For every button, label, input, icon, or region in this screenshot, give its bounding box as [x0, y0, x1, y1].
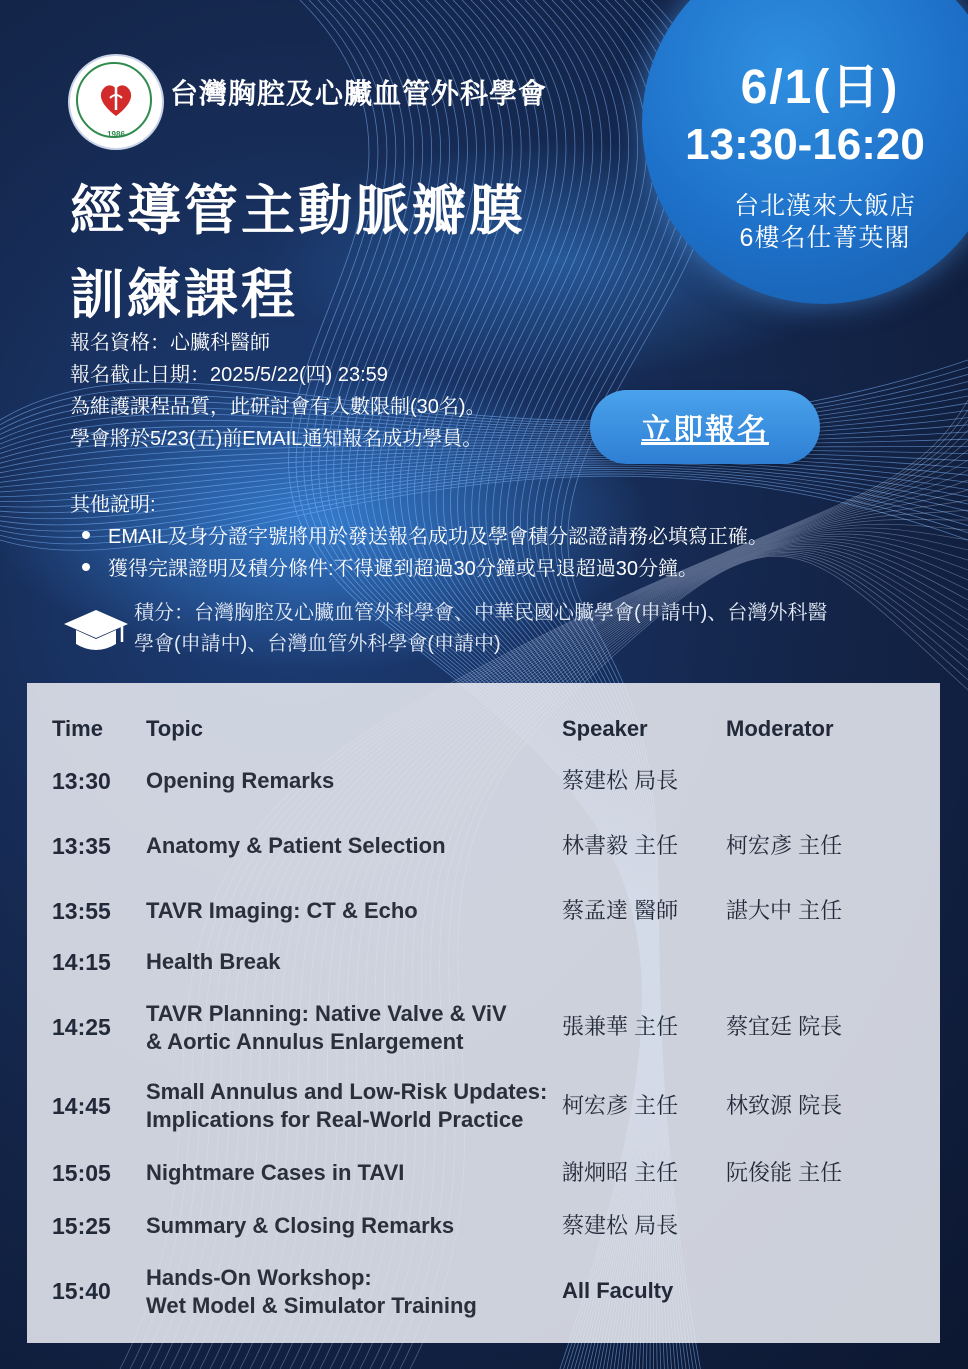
capacity-text: 為維護課程品質，此研討會有人數限制(30名)。	[70, 396, 486, 418]
row-speaker: 林書毅 主任	[562, 833, 679, 858]
row-speaker: All Faculty	[562, 1278, 674, 1303]
row-topic: Anatomy & Patient Selection	[146, 833, 446, 858]
deadline-text: 報名截止日期：2025/5/22(四) 23:59	[70, 364, 388, 386]
row-moderator: 蔡宜廷 院長	[726, 1014, 843, 1039]
notes-heading: 其他說明:	[70, 494, 156, 516]
notification-text: 學會將於5/23(五)前EMAIL通知報名成功學員。	[70, 428, 483, 450]
bullet-icon	[82, 563, 90, 571]
row-topic-line2: Wet Model & Simulator Training	[146, 1293, 477, 1318]
note-text: 獲得完課證明及積分條件:不得遲到超過30分鐘或早退超過30分鐘。	[108, 558, 699, 580]
row-time: 15:40	[52, 1278, 111, 1304]
register-button[interactable]	[590, 390, 820, 464]
credits-line2: 學會(申請中)、台灣血管外科學會(申請中)	[134, 633, 501, 655]
credits-line1: 積分：台灣胸腔及心臟血管外科學會、中華民國心臟學會(申請中)、台灣外科醫	[134, 602, 828, 624]
row-topic: Nightmare Cases in TAVI	[146, 1160, 405, 1185]
event-date: 6/1(日)	[740, 61, 900, 114]
row-topic: Opening Remarks	[146, 768, 335, 793]
note-text: EMAIL及身分證字號將用於發送報名成功及學會積分認證請務必填寫正確。	[108, 526, 769, 548]
row-moderator: 諶大中 主任	[726, 898, 843, 923]
graduation-cap-icon	[62, 606, 130, 656]
event-time: 13:30-16:20	[685, 120, 925, 169]
register-button-label: 立即報名	[641, 414, 769, 447]
row-time: 15:25	[52, 1213, 111, 1239]
row-time: 14:45	[52, 1093, 111, 1119]
row-speaker: 謝炯昭 主任	[562, 1160, 679, 1185]
row-moderator: 柯宏彥 主任	[726, 833, 843, 858]
eligibility-text: 報名資格：心臟科醫師	[70, 332, 270, 354]
row-moderator: 阮俊能 主任	[726, 1160, 843, 1185]
row-time: 15:05	[52, 1160, 111, 1186]
row-time: 14:15	[52, 949, 111, 975]
row-moderator: 林致源 院長	[726, 1093, 843, 1118]
row-topic-line2: & Aortic Annulus Enlargement	[146, 1029, 464, 1054]
heart-icon	[96, 80, 136, 120]
bullet-icon	[82, 531, 90, 539]
column-header-time: Time	[52, 716, 103, 741]
society-logo	[70, 56, 162, 148]
column-header-topic: Topic	[146, 716, 204, 741]
column-header-speaker: Speaker	[562, 716, 648, 741]
row-time: 13:55	[52, 898, 111, 924]
row-topic: Health Break	[146, 949, 281, 974]
row-topic-line2: Implications for Real-World Practice	[146, 1107, 524, 1132]
course-title-line2: 訓練課程	[70, 265, 298, 325]
row-speaker: 張兼華 主任	[562, 1014, 679, 1039]
row-topic: Hands-On Workshop:	[146, 1265, 372, 1290]
row-time: 13:30	[52, 768, 111, 794]
row-time: 13:35	[52, 833, 111, 859]
row-speaker: 柯宏彥 主任	[562, 1093, 679, 1118]
row-topic: Summary & Closing Remarks	[146, 1213, 455, 1238]
venue-line1: 台北漢來大飯店	[733, 192, 916, 220]
row-time: 14:25	[52, 1014, 111, 1040]
row-speaker: 蔡建松 局長	[562, 1213, 679, 1238]
society-name: 台灣胸腔及心臟血管外科學會	[170, 78, 548, 109]
venue-line2: 6樓名仕菁英閣	[739, 224, 911, 252]
column-header-moderator: Moderator	[726, 716, 834, 741]
row-topic: Small Annulus and Low-Risk Updates:	[146, 1079, 548, 1104]
row-speaker: 蔡孟達 醫師	[562, 898, 679, 923]
note-item	[82, 520, 768, 549]
note-item	[82, 552, 698, 581]
credits-text	[134, 598, 944, 660]
course-title-line1: 經導管主動脈瓣膜	[70, 181, 526, 241]
row-speaker: 蔡建松 局長	[562, 768, 679, 793]
row-topic: TAVR Planning: Native Valve & ViV	[146, 1001, 507, 1026]
row-topic: TAVR Imaging: CT & Echo	[146, 898, 418, 923]
logo-year: 1986	[107, 130, 125, 139]
